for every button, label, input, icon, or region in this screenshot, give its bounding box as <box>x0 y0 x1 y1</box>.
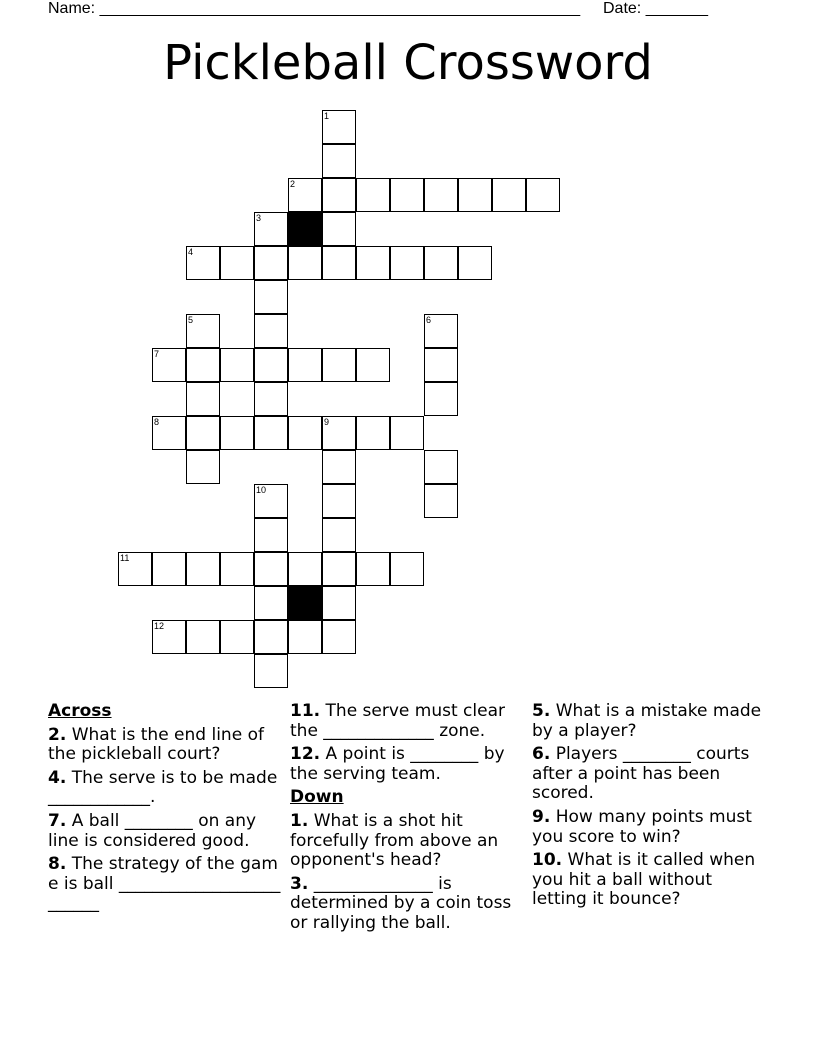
grid-cell[interactable] <box>322 110 356 144</box>
grid-cell[interactable] <box>186 450 220 484</box>
clue-down-5: 5. What is a mistake made by a player? <box>532 701 762 741</box>
grid-cell[interactable] <box>254 416 288 450</box>
grid-cell[interactable] <box>322 620 356 654</box>
grid-cell[interactable] <box>322 586 356 620</box>
date-label: Date: _______ <box>603 0 708 17</box>
clue-across-2: 2. What is the end line of the pickleball court? <box>48 724 264 765</box>
clue-number: 3 <box>256 213 262 223</box>
clue-number: 2 <box>290 179 296 189</box>
grid-cell[interactable] <box>288 246 322 280</box>
grid-cell[interactable] <box>152 620 186 654</box>
grid-cell[interactable] <box>322 552 356 586</box>
grid-cell[interactable] <box>186 348 220 382</box>
grid-cell[interactable] <box>322 518 356 552</box>
clue-number: 10 <box>256 485 267 495</box>
grid-cell[interactable] <box>254 654 288 688</box>
grid-cell[interactable] <box>254 280 288 314</box>
grid-cell[interactable] <box>458 246 492 280</box>
grid-cell[interactable] <box>424 382 458 416</box>
grid-cell[interactable] <box>254 484 288 518</box>
clue-across-8: 8. The strategy of the game is ball _________________________ <box>48 854 281 914</box>
clue-across-4: 4. The serve is to be made ____________. <box>48 767 278 808</box>
clue-down-3: 3. ______________ is determined by a coin toss or rallying the ball. <box>290 873 512 933</box>
grid-block <box>288 586 322 620</box>
clue-number: 1 <box>324 111 330 121</box>
grid-cell[interactable] <box>322 416 356 450</box>
grid-cell[interactable] <box>186 314 220 348</box>
grid-cell[interactable] <box>288 348 322 382</box>
grid-cell[interactable] <box>356 348 390 382</box>
grid-cell[interactable] <box>288 620 322 654</box>
grid-cell[interactable] <box>424 314 458 348</box>
clue-number: 12 <box>154 621 165 631</box>
grid-cell[interactable] <box>322 212 356 246</box>
grid-cell[interactable] <box>356 178 390 212</box>
grid-cell[interactable] <box>492 178 526 212</box>
grid-cell[interactable] <box>220 348 254 382</box>
grid-cell[interactable] <box>118 552 152 586</box>
down-heading: Down <box>290 787 344 808</box>
clue-number: 5 <box>188 315 194 325</box>
clue-number: 11 <box>120 553 130 563</box>
grid-cell[interactable] <box>186 382 220 416</box>
grid-cell[interactable] <box>254 382 288 416</box>
clue-down-10: 10. What is it called when you hit a ball without letting it bounce? <box>532 850 756 910</box>
clue-down-6: 6. Players ________ courts after a point has been scored. <box>532 744 750 804</box>
grid-cell[interactable] <box>458 178 492 212</box>
clue-across-7: 7. A ball ________ on any line is considered good. <box>48 810 257 851</box>
grid-cell[interactable] <box>322 178 356 212</box>
clue-number: 8 <box>154 417 160 427</box>
grid-cell[interactable] <box>322 144 356 178</box>
grid-cell[interactable] <box>254 348 288 382</box>
clue-number: 9 <box>324 417 330 427</box>
clue-number: 6 <box>426 315 432 325</box>
grid-cell[interactable] <box>254 246 288 280</box>
grid-cell[interactable] <box>254 586 288 620</box>
grid-cell[interactable] <box>186 246 220 280</box>
grid-cell[interactable] <box>322 246 356 280</box>
grid-cell[interactable] <box>254 314 288 348</box>
grid-cell[interactable] <box>254 212 288 246</box>
grid-cell[interactable] <box>424 178 458 212</box>
grid-cell[interactable] <box>254 518 288 552</box>
grid-cell[interactable] <box>390 416 424 450</box>
grid-cell[interactable] <box>424 450 458 484</box>
name-label: Name: ______________________________________________________ <box>48 0 581 17</box>
grid-cell[interactable] <box>220 552 254 586</box>
clue-column-3 <box>532 702 772 914</box>
clue-down-9: 9. How many points must you score to win? <box>532 806 752 847</box>
page-title: Pickleball Crossword <box>163 35 653 91</box>
grid-cell[interactable] <box>288 416 322 450</box>
grid-cell[interactable] <box>220 416 254 450</box>
across-heading: Across <box>48 701 112 721</box>
clue-across-12: 12. A point is ________ by the serving team. <box>290 744 505 784</box>
grid-cell[interactable] <box>390 178 424 212</box>
grid-cell[interactable] <box>152 552 186 586</box>
grid-cell[interactable] <box>322 450 356 484</box>
clue-across-11: 11. The serve must clear the _____________ zone. <box>290 701 505 741</box>
grid-cell[interactable] <box>424 246 458 280</box>
grid-cell[interactable] <box>356 416 390 450</box>
clue-number: 4 <box>188 247 194 257</box>
grid-cell[interactable] <box>254 620 288 654</box>
grid-cell[interactable] <box>152 348 186 382</box>
grid-cell[interactable] <box>424 348 458 382</box>
clue-number: 7 <box>154 349 160 359</box>
clue-column-2 <box>290 702 526 938</box>
clue-down-1: 1. What is a shot hit forcefully from above an opponent's head? <box>290 810 499 871</box>
grid-cell[interactable] <box>390 552 424 586</box>
grid-cell[interactable] <box>220 246 254 280</box>
grid-cell[interactable] <box>254 552 288 586</box>
across-column-1 <box>48 702 288 918</box>
grid-cell[interactable] <box>424 484 458 518</box>
grid-cell[interactable] <box>186 552 220 586</box>
grid-cell[interactable] <box>322 348 356 382</box>
grid-cell[interactable] <box>322 484 356 518</box>
grid-cell[interactable] <box>288 552 322 586</box>
grid-block <box>288 212 322 246</box>
grid-cell[interactable] <box>220 620 254 654</box>
grid-cell[interactable] <box>288 178 322 212</box>
grid-cell[interactable] <box>186 620 220 654</box>
grid-cell[interactable] <box>152 416 186 450</box>
grid-cell[interactable] <box>390 246 424 280</box>
grid-cell[interactable] <box>356 246 390 280</box>
grid-cell[interactable] <box>356 552 390 586</box>
grid-cell[interactable] <box>186 416 220 450</box>
grid-cell[interactable] <box>526 178 560 212</box>
